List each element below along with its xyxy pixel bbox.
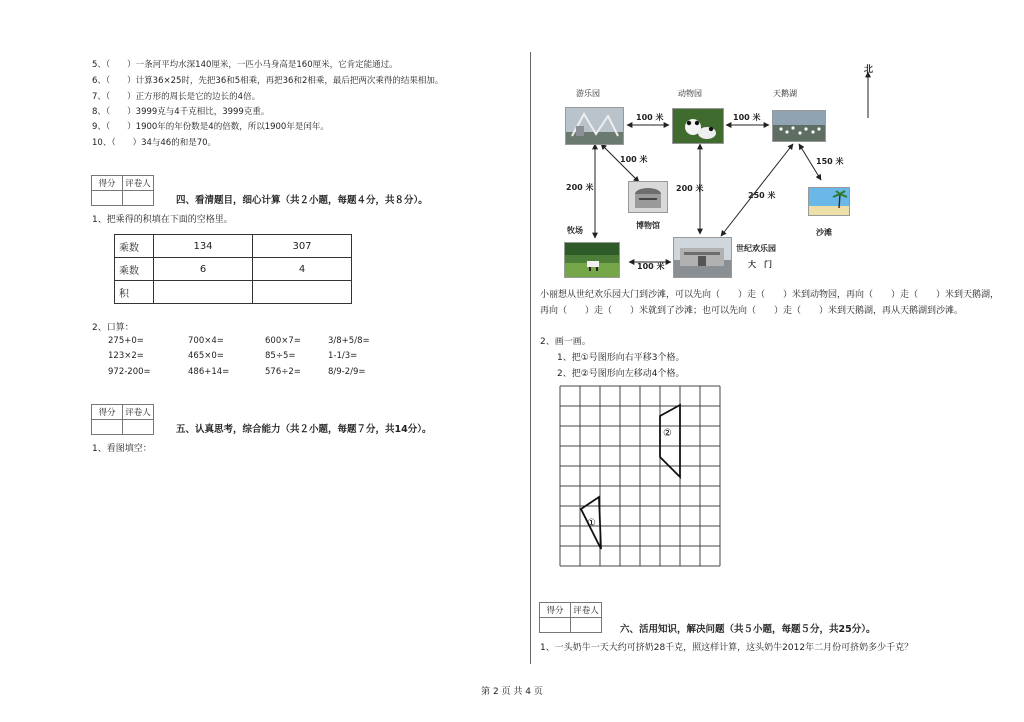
score-label: 得分 [92,176,123,191]
section5-q1: 1、看图填空： [92,444,152,454]
label-gate-line2: 大 门 [748,260,772,269]
judgement-item-10: 10、（ ）34与46的和是70。 [92,138,217,148]
judgement-item-9: 9、（ ）1900年的年份数是4的倍数，所以1900年是闰年。 [92,122,329,132]
section4-title: 四、看清题目，细心计算（共２小题，每题４分，共８分）。 [176,195,428,206]
fill-question: 小丽想从世纪欢乐园大门到沙滩，可以先向（ ）走（ ）米到动物园，再向（ ）走（ ）米到天鹅湖，再向（ ）走（ ）米就到了沙滩；也可以先向（ ）走（ ）米到天鹅湖，再从天鹅湖到沙滩。 [540,290,1000,316]
score-box-section5 [91,404,154,435]
dist-swan-beach: 150 米 [816,157,844,166]
score-box-section4 [91,175,154,206]
oral-item: 600×7= [265,336,301,346]
beach-photo [808,187,850,216]
oral-item: 85÷5= [265,351,296,361]
label-museum: 博物馆 [636,221,660,230]
oral-item: 123×2= [108,351,144,361]
page-footer: 第 2 页 共 4 页 [481,687,543,697]
section5-title: 五、认真思考，综合能力（共２小题，每题７分，共14分）。 [176,424,432,435]
dist-amusement-pasture: 200 米 [566,183,594,192]
draw-step2: 2、把②号图形向左移动4个格。 [557,369,685,379]
score-box-section6 [539,602,602,633]
label-beach: 沙滩 [816,228,832,237]
judgement-item-5: 5、（ ）一条河平均水深140厘米，一匹小马身高是160厘米，它肯定能通过。 [92,60,398,70]
draw-step1: 1、把①号图形向右平移3个格。 [557,353,685,363]
score-cell[interactable] [540,618,571,633]
judgement-item-6: 6、（ ）计算36×25时，先把36和5相乘，再把36和2相乘，最后把两次乘得的结果相加。 [92,76,444,86]
section4-q1: 1、把乘得的积填在下面的空格里。 [92,215,233,225]
label-swan-lake: 天鹅湖 [773,89,797,98]
zoo-photo [672,108,724,144]
section6-title: 六、活用知识，解决问题（共５小题，每题５分，共25分）。 [620,624,876,635]
table-row-label: 乘数 [115,235,154,258]
dist-zoo-swan: 100 米 [733,113,761,122]
drawing-grid[interactable] [559,385,723,571]
product-answer-cell[interactable] [154,281,253,304]
gate-photo [673,237,732,278]
label-gate-line1: 世纪欢乐园 [736,244,776,253]
product-answer-cell[interactable] [253,281,352,304]
north-label: 北 [864,65,874,75]
oral-item: 3/8+5/8= [328,336,370,346]
oral-item: 8/9-2/9= [328,367,366,377]
oral-item: 486+14= [188,367,230,377]
section6-q1: 1、一头奶牛一天大约可挤奶28千克，照这样计算，这头奶牛2012年二月份可挤奶多少千克？ [540,643,914,653]
label-amusement-park: 游乐园 [576,89,600,98]
judgement-item-8: 8、（ ）3999克与4千克相比，3999克重。 [92,107,270,117]
multiplication-table [114,234,352,304]
pasture-photo [564,242,620,278]
score-cell[interactable] [92,420,123,435]
oral-item: 275+0= [108,336,144,346]
grader-cell[interactable] [571,618,602,633]
dist-amusement-museum: 100 米 [620,155,648,164]
score-cell[interactable] [92,191,123,206]
label-zoo: 动物园 [678,89,702,98]
grader-cell[interactable] [123,420,154,435]
grader-label: 评卷人 [123,176,154,191]
oral-item: 465×0= [188,351,224,361]
oral-item: 1-1/3= [328,351,358,361]
table-cell: 6 [154,258,253,281]
grader-label: 评卷人 [571,603,602,618]
grader-cell[interactable] [123,191,154,206]
score-label: 得分 [92,405,123,420]
table-row-label: 乘数 [115,258,154,281]
table-row-label: 积 [115,281,154,304]
score-label: 得分 [540,603,571,618]
shape-1-label: ① [587,518,596,529]
table-cell: 307 [253,235,352,258]
dist-zoo-gate: 200 米 [676,184,704,193]
section4-q2: 2、口算： [92,323,134,333]
label-pasture: 牧场 [567,226,583,235]
draw-title: 2、画一画。 [540,337,591,347]
swan-lake-photo [772,110,826,142]
oral-item: 576÷2= [265,367,301,377]
judgement-item-7: 7、（ ）正方形的周长是它的边长的4倍。 [92,92,261,102]
table-cell: 134 [154,235,253,258]
amusement-park-photo [565,107,624,145]
oral-item: 972-200= [108,367,151,377]
grader-label: 评卷人 [123,405,154,420]
dist-gate-swan: 250 米 [748,191,776,200]
dist-pasture-gate: 100 米 [637,262,665,271]
shape-2-label: ② [663,428,672,439]
dist-amusement-zoo: 100 米 [636,113,664,122]
museum-photo [628,181,668,213]
table-cell: 4 [253,258,352,281]
oral-item: 700×4= [188,336,224,346]
